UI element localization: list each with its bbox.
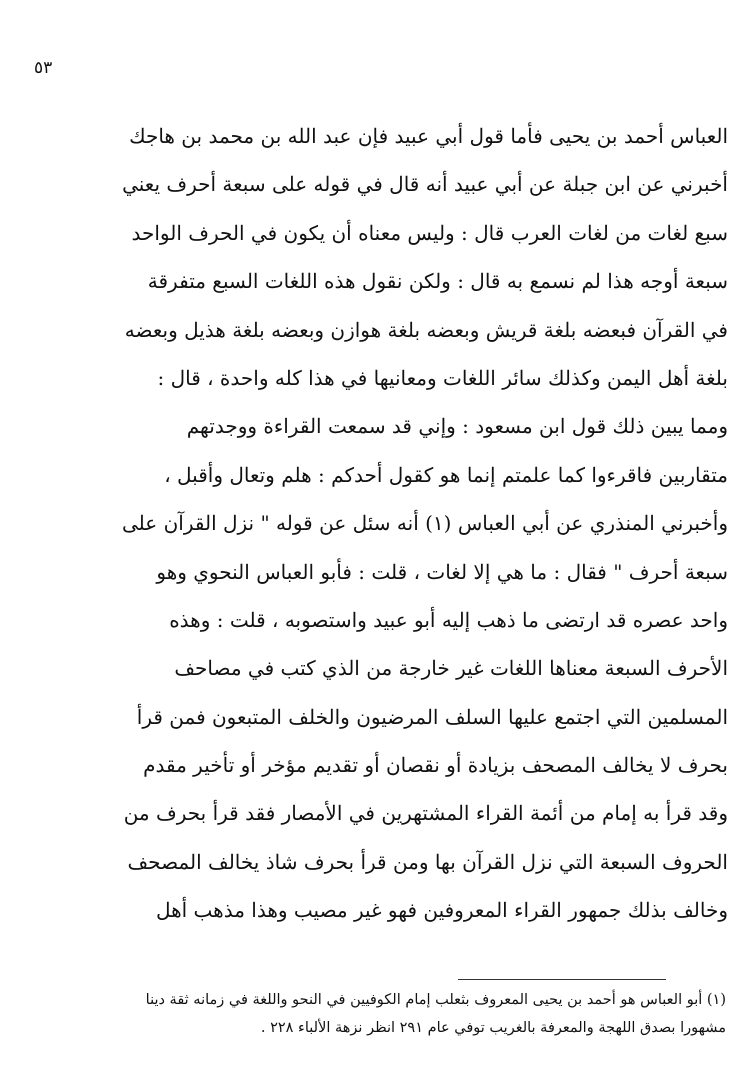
body-text: [58, 112, 728, 935]
body-line: بحرف لا يخالف المصحف بزيادة أو نقصان أو تقديم مؤخر أو تأخير مقدم: [143, 753, 728, 778]
body-line: وقد قرأ به إمام من أئمة القراء المشتهرين في الأمصار فقد قرأ بحرف من: [123, 801, 728, 826]
footnote-line: مشهورا بصدق اللهجة والمعرفة بالغريب توفي عام ٢٩١ انظر نزهة الألباء ٢٢٨ .: [260, 1020, 726, 1036]
body-line: في القرآن فبعضه بلغة قريش وبعضه بلغة هوازن وبعضه بلغة هذيل وبعضه: [124, 317, 728, 342]
page-number: ٥٣: [34, 58, 53, 78]
body-line: الأحرف السبعة معناها اللغات غير خارجة من الذي كتب في مصاحف: [174, 656, 728, 681]
body-line: سبع لغات من لغات العرب قال : وليس معناه أن يكون في الحرف الواحد: [131, 220, 728, 245]
footnote-divider: [458, 979, 666, 980]
body-line: واحد عصره قد ارتضى ما ذهب إليه أبو عبيد واستصوبه ، قلت : وهذه: [169, 607, 728, 632]
footnote-line: (١) أبو العباس هو أحمد بن يحيى المعروف بثعلب إمام الكوفيين في النحو واللغة في زمانه ثقة دينا: [145, 992, 726, 1008]
body-line: أخبرني عن ابن جبلة عن أبي عبيد أنه قال في قوله على سبعة أحرف يعني: [122, 172, 728, 197]
body-line: المسلمين التي اجتمع عليها السلف المرضيون والخلف المتبعون فمن قرأ: [136, 704, 728, 729]
body-line: سبعة أحرف " فقال : ما هي إلا لغات ، قلت : فأبو العباس النحوي وهو: [156, 559, 728, 584]
body-line: سبعة أوجه هذا لم نسمع به قال : ولكن نقول هذه اللغات السبع متفرقة: [147, 269, 728, 294]
body-line: الحروف السبعة التي نزل القرآن بها ومن قرأ بحرف شاذ يخالف المصحف: [127, 849, 728, 874]
footnotes: [34, 986, 726, 1042]
body-line: بلغة أهل اليمن وكذلك سائر اللغات ومعانيها في هذا كله واحدة ، قال :: [157, 365, 728, 390]
body-line: متقاربين فاقرءوا كما علمتم إنما هو كقول أحدكم : هلم وتعال وأقبل ،: [164, 462, 728, 487]
body-line: العباس أحمد بن يحيى فأما قول أبي عبيد فإن عبد الله بن محمد بن هاجك: [129, 124, 728, 148]
body-line: وأخبرني المنذري عن أبي العباس (١) أنه سئل عن قوله " نزل القرآن على: [122, 511, 728, 536]
body-line: ومما يبين ذلك قول ابن مسعود : وإني قد سمعت القراءة ووجدتهم: [186, 414, 728, 439]
body-line: وخالف بذلك جمهور القراء المعروفين فهو غير مصيب وهذا مذهب أهل: [155, 898, 728, 923]
